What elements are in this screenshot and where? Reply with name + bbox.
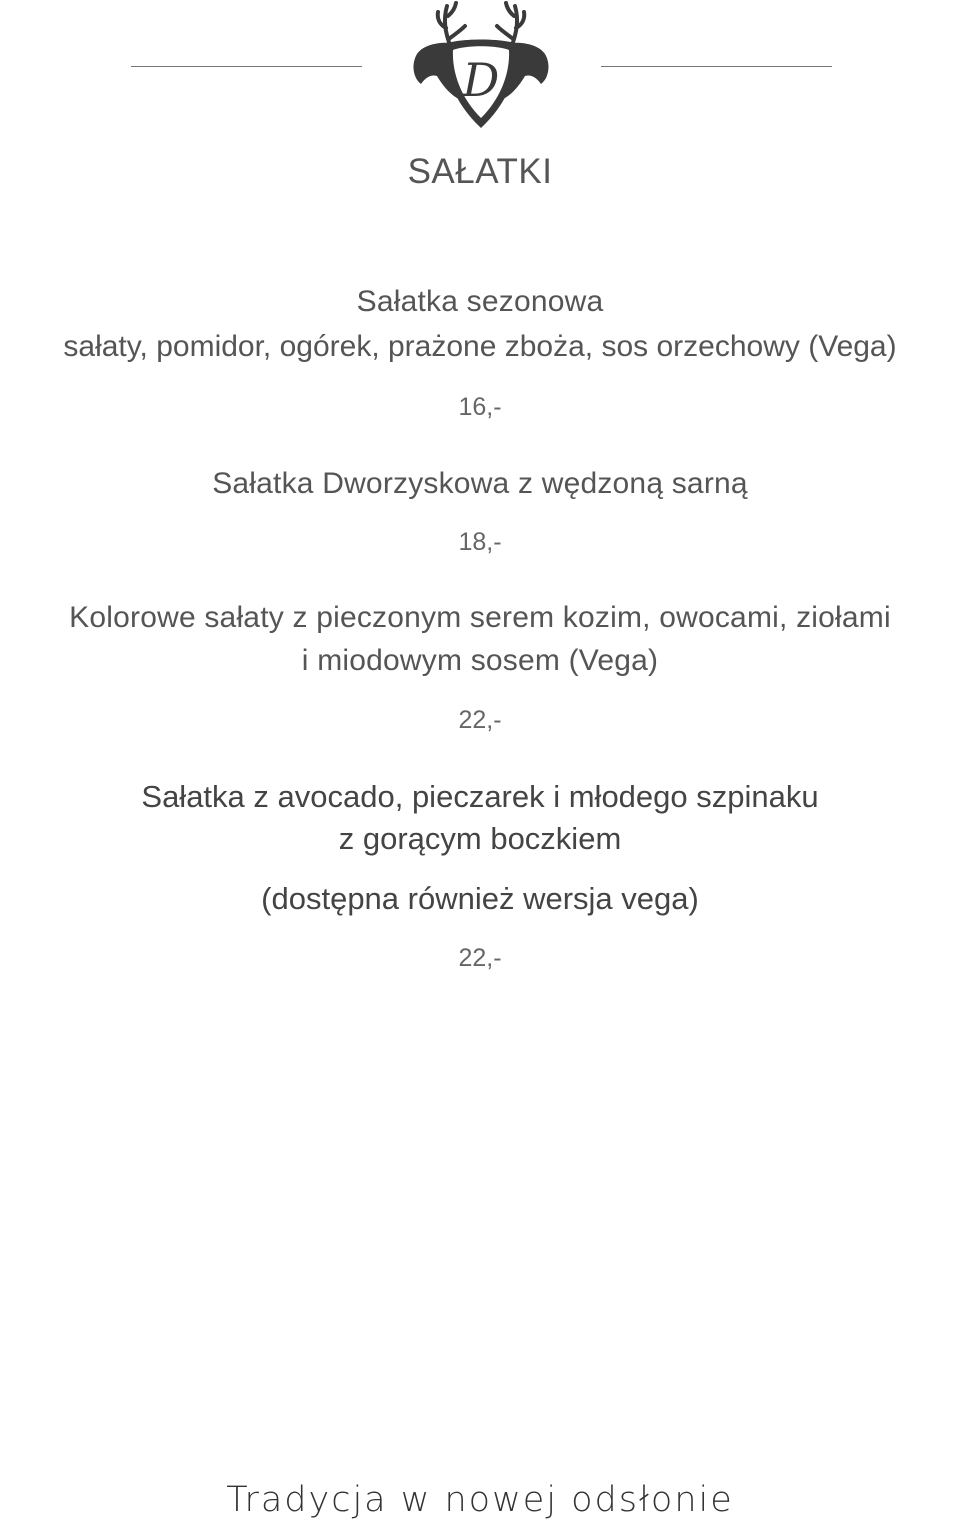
dish-name-continued: i miodowym sosem (Vega)	[301, 644, 659, 677]
dish-name: Sałatka Dworzyskowa z wędzoną sarną	[212, 467, 748, 500]
dish-name: Sałatka z avocado, pieczarek i młodego szpinaku	[141, 779, 819, 814]
deer-crest-logo	[405, 0, 557, 134]
dish-name: Sałatka sezonowa	[356, 285, 604, 318]
logo-letter: D	[462, 53, 500, 107]
header-divider-left	[131, 66, 362, 67]
dish-description: sałaty, pomidor, ogórek, prażone zboża, sos orzechowy (Vega)	[63, 330, 897, 363]
dish-price: 18,-	[458, 528, 502, 556]
header-divider-right	[601, 66, 832, 67]
dish-price: 16,-	[458, 393, 502, 421]
section-title: SAŁATKI	[407, 152, 553, 191]
dish-name: Kolorowe sałaty z pieczonym serem kozim, owocami, ziołami	[69, 601, 891, 634]
dish-price: 22,-	[458, 944, 502, 972]
dish-name-continued: z gorącym boczkiem	[338, 821, 622, 856]
footer-tagline: Tradycja w nowej odsłonie	[226, 1480, 734, 1520]
dish-note: (dostępna również wersja vega)	[261, 881, 699, 916]
dish-price: 22,-	[458, 706, 502, 734]
